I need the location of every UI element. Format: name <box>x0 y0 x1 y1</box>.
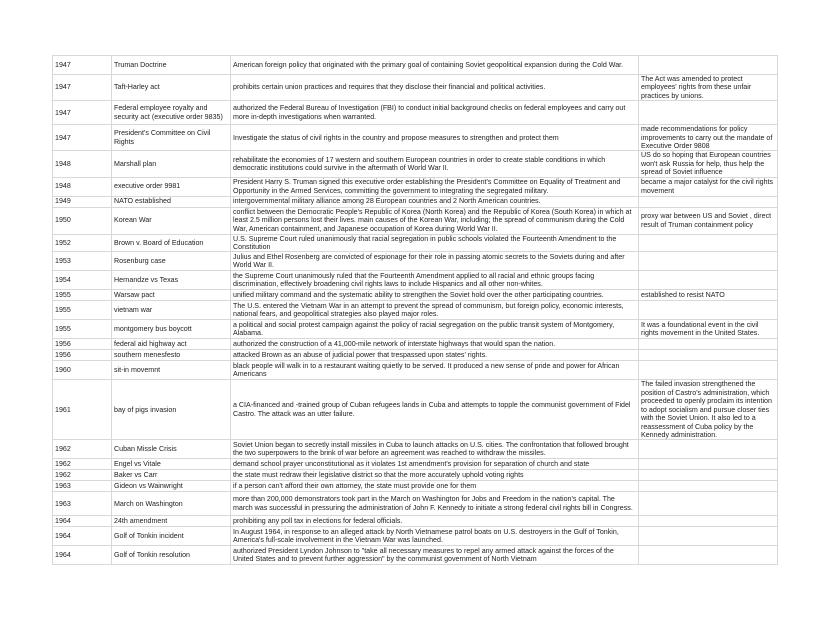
note-cell[interactable] <box>639 350 778 361</box>
event-cell[interactable]: March on Washington <box>112 492 231 516</box>
table-row <box>53 492 778 516</box>
table-row <box>53 350 778 361</box>
table-row <box>53 481 778 492</box>
note-cell[interactable] <box>639 527 778 546</box>
note-cell[interactable] <box>639 271 778 290</box>
year-cell[interactable]: 1964 <box>53 516 112 527</box>
event-cell[interactable]: Warsaw pact <box>112 290 231 301</box>
year-cell[interactable]: 1950 <box>53 207 112 234</box>
description-cell[interactable]: American foreign policy that originated with the primary goal of containing Soviet geopolitical expansion during the Cold War. <box>231 56 639 75</box>
table-row <box>53 440 778 459</box>
event-cell[interactable]: Golf of Tonkin incident <box>112 527 231 546</box>
year-cell[interactable]: 1956 <box>53 339 112 350</box>
note-cell[interactable] <box>639 196 778 207</box>
year-cell[interactable]: 1947 <box>53 75 112 101</box>
description-cell[interactable]: demand school prayer unconstitutional as it violates 1st amendment's provision for separation of church and state <box>231 459 639 470</box>
event-cell[interactable]: 24th amendment <box>112 516 231 527</box>
description-cell[interactable]: attacked Brown as an abuse of judicial power that trespassed upon states' rights. <box>231 350 639 361</box>
note-cell[interactable]: US do so hoping that European countries won't ask Russia for help, thus help the spread of Soviet influence <box>639 151 778 177</box>
event-cell[interactable]: southern menesfesto <box>112 350 231 361</box>
table-row <box>53 516 778 527</box>
year-cell[interactable]: 1947 <box>53 101 112 125</box>
event-cell[interactable]: Marshall plan <box>112 151 231 177</box>
table-row <box>53 177 778 196</box>
description-cell[interactable]: if a person can't afford their own attorney, the state must provide one for them <box>231 481 639 492</box>
note-cell[interactable] <box>639 252 778 271</box>
table-row <box>53 151 778 177</box>
event-cell[interactable]: executive order 9981 <box>112 177 231 196</box>
year-cell[interactable]: 1955 <box>53 320 112 339</box>
event-cell[interactable]: bay of pigs invasion <box>112 380 231 440</box>
event-cell[interactable]: Golf of Tonkin resolution <box>112 546 231 565</box>
event-cell[interactable]: Rosenburg case <box>112 252 231 271</box>
description-cell[interactable]: authorized President Lyndon Johnson to "take all necessary measures to repel any armed attack against the forces of the United States and to prevent further aggression" by the communist government of North Vietnam <box>231 546 639 565</box>
description-cell[interactable]: President Harry S. Truman signed this executive order establishing the President's Committee on Equality of Treatment and Opportunity in the Armed Services, committing the government to integrating the segregated military. <box>231 177 639 196</box>
note-cell[interactable] <box>639 546 778 565</box>
table-row <box>53 546 778 565</box>
year-cell[interactable]: 1947 <box>53 125 112 151</box>
description-cell[interactable]: a CIA-financed and -trained group of Cuban refugees lands in Cuba and attempts to topple the communist government of Fidel Castro. The attack was an utter failure. <box>231 380 639 440</box>
event-cell[interactable]: NATO established <box>112 196 231 207</box>
note-cell[interactable] <box>639 459 778 470</box>
description-cell[interactable]: the state must redraw their legislative district so that the more accurately uphold voting rights <box>231 470 639 481</box>
event-cell[interactable]: Brown v. Board of Education <box>112 234 231 252</box>
year-cell[interactable]: 1955 <box>53 301 112 320</box>
description-cell[interactable]: authorized the Federal Bureau of Investigation (FBI) to conduct initial background checks on federal employees and carry out more in-depth investigations when warranted. <box>231 101 639 125</box>
note-cell[interactable]: The Act was amended to protect employees' rights from these unfair practices by unions. <box>639 75 778 101</box>
table-row <box>53 527 778 546</box>
year-cell[interactable]: 1963 <box>53 492 112 516</box>
note-cell[interactable]: It was a foundational event in the civil rights movement in the United States. <box>639 320 778 339</box>
table-row <box>53 339 778 350</box>
description-cell[interactable]: a political and social protest campaign against the policy of racial segregation on the public transit system of Montgomery, Alabama. <box>231 320 639 339</box>
note-cell[interactable] <box>639 301 778 320</box>
table-row <box>53 101 778 125</box>
year-cell[interactable]: 1955 <box>53 290 112 301</box>
table-row <box>53 361 778 380</box>
table-row <box>53 470 778 481</box>
year-cell[interactable]: 1963 <box>53 481 112 492</box>
event-cell[interactable]: montgomery bus boycott <box>112 320 231 339</box>
event-cell[interactable]: Engel vs Vitale <box>112 459 231 470</box>
note-cell[interactable]: became a major catalyst for the civil rights movement <box>639 177 778 196</box>
description-cell[interactable]: Julius and Ethel Rosenberg are convicted of espionage for their role in passing atomic secrets to the Soviets during and after World War II. <box>231 252 639 271</box>
note-cell[interactable] <box>639 516 778 527</box>
event-cell[interactable]: Federal employee royalty and security act (executive order 9835) <box>112 101 231 125</box>
table-row <box>53 234 778 252</box>
event-cell[interactable]: Korean War <box>112 207 231 234</box>
table-row <box>53 320 778 339</box>
description-cell[interactable]: intergovernmental military alliance among 28 European countries and 2 North American countries. <box>231 196 639 207</box>
event-cell[interactable]: sit-in movemnt <box>112 361 231 380</box>
note-cell[interactable]: established to resist NATO <box>639 290 778 301</box>
table-row <box>53 207 778 234</box>
year-cell[interactable]: 1960 <box>53 361 112 380</box>
description-cell[interactable]: conflict between the Democratic People's Republic of Korea (North Korea) and the Republic of Korea (South Korea) in which at least 2.5 million persons lost their lives. main causes of the Korean War, including; the spread of communism during the Cold War, American containment, and Japanese occupation of Korea during World War II. <box>231 207 639 234</box>
table-row <box>53 380 778 440</box>
note-cell[interactable]: The failed invasion strengthened the position of Castro's administration, which proceeded to openly proclaim its intention to adopt socialism and pursue closer ties with the Soviet Union. It also led to a reassessment of Cuba policy by the Kennedy administration. <box>639 380 778 440</box>
note-cell[interactable] <box>639 339 778 350</box>
note-cell[interactable] <box>639 101 778 125</box>
note-cell[interactable]: proxy war between US and Soviet , direct result of Truman containment policy <box>639 207 778 234</box>
table-row <box>53 290 778 301</box>
note-cell[interactable]: made recommendations for policy improvements to carry out the mandate of Executive Order 9808 <box>639 125 778 151</box>
table-row <box>53 75 778 101</box>
timeline-table-body <box>53 56 778 565</box>
note-cell[interactable] <box>639 440 778 459</box>
table-row <box>53 271 778 290</box>
note-cell[interactable] <box>639 492 778 516</box>
year-cell[interactable]: 1962 <box>53 459 112 470</box>
year-cell[interactable]: 1964 <box>53 527 112 546</box>
event-cell[interactable]: federal aid highway act <box>112 339 231 350</box>
year-cell[interactable]: 1961 <box>53 380 112 440</box>
year-cell[interactable]: 1948 <box>53 177 112 196</box>
note-cell[interactable] <box>639 56 778 75</box>
year-cell[interactable]: 1962 <box>53 470 112 481</box>
table-row <box>53 125 778 151</box>
description-cell[interactable]: U.S. Supreme Court ruled unanimously that racial segregation in public schools violated the Fourteenth Amendment to the Constitution <box>231 234 639 252</box>
description-cell[interactable]: In August 1964, in response to an alleged attack by North Vietnamese patrol boats on U.S. destroyers in the Gulf of Tonkin, America's full-scale involvement in the Vietnam War was launched. <box>231 527 639 546</box>
year-cell[interactable]: 1952 <box>53 234 112 252</box>
table-row <box>53 301 778 320</box>
table-row <box>53 56 778 75</box>
year-cell[interactable]: 1954 <box>53 271 112 290</box>
description-cell[interactable]: The U.S. entered the Vietnam War in an attempt to prevent the spread of communism, but foreign policy, economic interests, national fears, and geopolitical strategies also played major roles. <box>231 301 639 320</box>
event-cell[interactable]: Cuban Missle Crisis <box>112 440 231 459</box>
year-cell[interactable]: 1948 <box>53 151 112 177</box>
description-cell[interactable]: more than 200,000 demonstrators took part in the March on Washington for Jobs and Freedom in the nation's capital. The march was successful in pressuring the administration of John F. Kennedy to initiate a strong federal civil rights bill in Congress. <box>231 492 639 516</box>
description-cell[interactable]: authorized the construction of a 41,000-mile network of interstate highways that would span the nation. <box>231 339 639 350</box>
event-cell[interactable]: Taft-Harley act <box>112 75 231 101</box>
event-cell[interactable]: Hernandze vs Texas <box>112 271 231 290</box>
description-cell[interactable]: Soviet Union began to secretly install missiles in Cuba to launch attacks on U.S. cities. The confrontation that followed brought the two superpowers to the brink of war before an agreement was reached to withdraw the missiles. <box>231 440 639 459</box>
description-cell[interactable]: rehabilitate the economies of 17 western and southern European countries in order to create stable conditions in which democratic institutions could survive in the aftermath of World War II. <box>231 151 639 177</box>
note-cell[interactable] <box>639 234 778 252</box>
table-row <box>53 196 778 207</box>
year-cell[interactable]: 1949 <box>53 196 112 207</box>
description-cell[interactable]: the Supreme Court unanimously ruled that the Fourteenth Amendment applied to all racial and ethnic groups facing discrimination, effectively broadening civil rights laws to include Hispanics and all other non-whites. <box>231 271 639 290</box>
year-cell[interactable]: 1947 <box>53 56 112 75</box>
year-cell[interactable]: 1953 <box>53 252 112 271</box>
event-cell[interactable]: Gideon vs Wainwright <box>112 481 231 492</box>
note-cell[interactable] <box>639 470 778 481</box>
note-cell[interactable] <box>639 481 778 492</box>
description-cell[interactable]: unified military command and the systematic ability to strengthen the Soviet hold over the other participating countries. <box>231 290 639 301</box>
timeline-table <box>52 55 778 565</box>
event-cell[interactable]: Baker vs Carr <box>112 470 231 481</box>
description-cell[interactable]: Investigate the status of civil rights in the country and propose measures to strengthen and protect them <box>231 125 639 151</box>
year-cell[interactable]: 1962 <box>53 440 112 459</box>
description-cell[interactable]: prohibiting any poll tax in elections for federal officials. <box>231 516 639 527</box>
event-cell[interactable]: vietnam war <box>112 301 231 320</box>
year-cell[interactable]: 1956 <box>53 350 112 361</box>
table-row <box>53 459 778 470</box>
description-cell[interactable]: black people will walk in to a restaurant waiting quietly to be served. It produced a new sense of pride and power for African Americans <box>231 361 639 380</box>
table-row <box>53 252 778 271</box>
event-cell[interactable]: President's Committee on Civil Rights <box>112 125 231 151</box>
description-cell[interactable]: prohibits certain union practices and requires that they disclose their financial and political activities. <box>231 75 639 101</box>
year-cell[interactable]: 1964 <box>53 546 112 565</box>
note-cell[interactable] <box>639 361 778 380</box>
event-cell[interactable]: Truman Doctrine <box>112 56 231 75</box>
